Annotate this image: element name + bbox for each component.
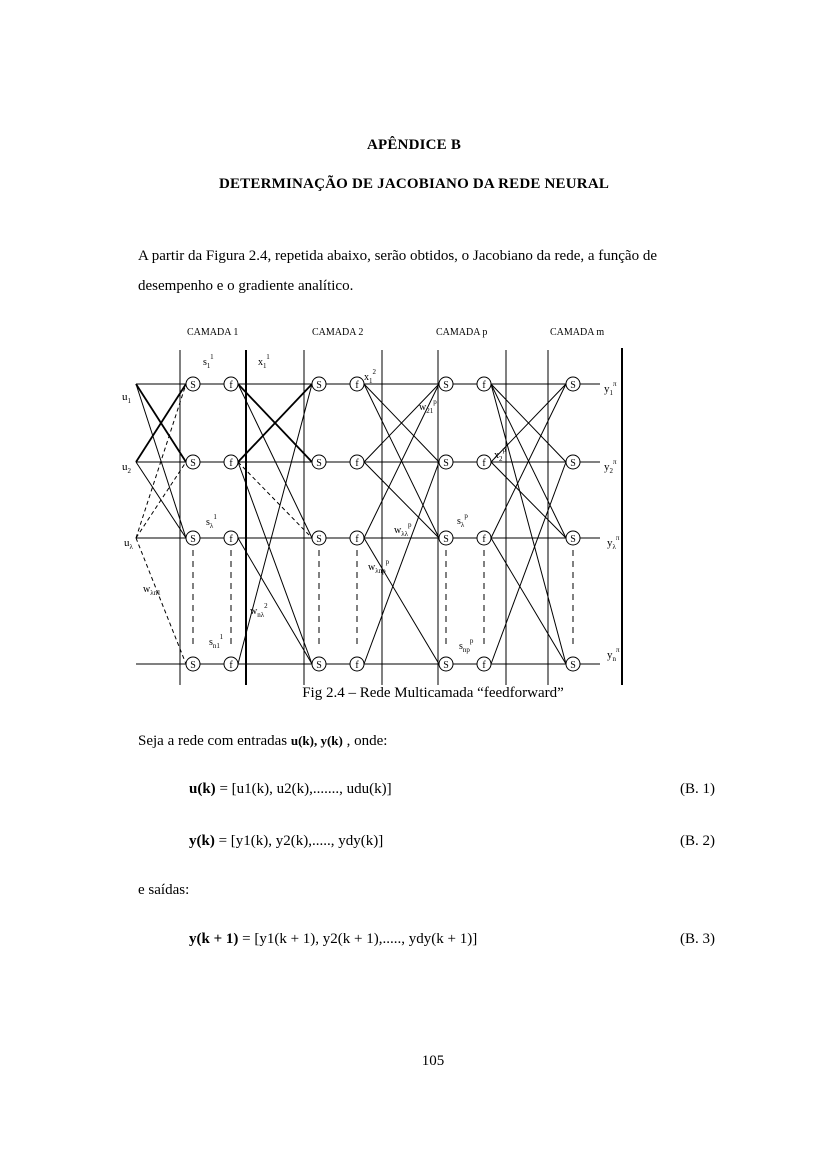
svg-text:S: S — [190, 534, 196, 545]
eq1-rhs: = [u1(k), u2(k),......., udu(k)] — [219, 781, 392, 797]
svg-text:S: S — [316, 458, 322, 469]
svg-text:S: S — [570, 660, 576, 671]
page-number: 105 — [421, 1053, 445, 1069]
svg-text:f: f — [482, 660, 486, 671]
svg-text:S: S — [190, 380, 196, 391]
intro-line-1: A partir da Figura 2.4, repetida abaixo, serão obtidos, o Jacobiano da rede, a função de — [138, 248, 657, 264]
eq3-lhs: y(k + 1) — [189, 931, 239, 947]
svg-text:f: f — [355, 534, 359, 545]
layer-label-m: CAMADA m — [550, 327, 605, 338]
layer-label-2: CAMADA 2 — [312, 327, 364, 338]
input-u1: $u_1$ — [122, 391, 131, 405]
svg-text:x11: $x_1^1$ — [258, 353, 270, 370]
appendix-title: APÊNDICE B — [366, 137, 462, 153]
svg-text:S: S — [443, 380, 449, 391]
svg-text:wλnpp: $w_{\lambda np}^p$ — [368, 558, 390, 575]
network-diagram — [0, 320, 828, 690]
network-text: Seja a rede com entradas — [138, 733, 288, 749]
svg-text:f: f — [355, 380, 359, 391]
eq1-lhs: u(k) — [189, 781, 216, 797]
network-text-end: , onde: — [346, 733, 388, 749]
eq2-lhs: y(k) — [189, 833, 215, 849]
svg-text:w21p: $w_{21}^p$ — [419, 398, 437, 415]
svg-text:sλ1: $s_\lambda^1$ — [206, 513, 217, 530]
equation-b2 — [189, 833, 383, 850]
svg-text:S: S — [443, 660, 449, 671]
svg-text:S: S — [316, 660, 322, 671]
layer-label-p: CAMADA p — [436, 327, 488, 338]
svg-text:S: S — [316, 534, 322, 545]
output-y1: $y_1^\pi$ — [604, 380, 617, 397]
eq3-rhs: = [y1(k + 1), y2(k + 1),....., ydy(k + 1)] — [242, 931, 478, 947]
svg-text:f: f — [229, 660, 233, 671]
eq1-number: (B. 1) — [680, 781, 715, 797]
svg-text:f: f — [355, 458, 359, 469]
output-y2: $y_2^\pi$ — [604, 458, 617, 475]
svg-text:f: f — [482, 534, 486, 545]
network-vars: u(k), y(k) — [290, 733, 343, 748]
outputs-text: e saídas: — [138, 882, 190, 898]
svg-text:f: f — [229, 458, 233, 469]
svg-text:x2p: $x_2^p$ — [494, 446, 506, 463]
input-u2: $u_2$ — [122, 461, 131, 475]
output-ylambda: $y_\lambda^\pi$ — [607, 534, 620, 551]
svg-text:wnλ2: $w_{n\lambda}^2$ — [250, 602, 268, 619]
svg-text:sn11: $s_{n1}^1$ — [209, 633, 224, 650]
intro-line-2: desempenho e o gradiente analítico. — [138, 278, 354, 294]
svg-text:f: f — [229, 534, 233, 545]
svg-text:S: S — [316, 380, 322, 391]
eq2-rhs: = [y1(k), y2(k),....., ydy(k)] — [218, 833, 384, 849]
eq3-number: (B. 3) — [680, 931, 715, 947]
layer-label-1: CAMADA 1 — [187, 327, 239, 338]
svg-text:wλλp: $w_{\lambda\lambda}^p$ — [394, 521, 412, 538]
figure-caption: Fig 2.4 – Rede Multicamada “feedforward” — [302, 685, 564, 701]
chapter-title: DETERMINAÇÃO DE JACOBIANO DA REDE NEURAL — [218, 176, 610, 192]
svg-text:S: S — [570, 380, 576, 391]
svg-text:f: f — [229, 380, 233, 391]
svg-text:s11: $s_1^1$ — [203, 353, 214, 370]
svg-text:f: f — [482, 380, 486, 391]
svg-text:snpp: $s_{np}^p$ — [459, 637, 474, 654]
equation-b3 — [189, 931, 477, 948]
svg-text:S: S — [570, 534, 576, 545]
eq2-number: (B. 2) — [680, 833, 715, 849]
equation-b1 — [189, 781, 392, 798]
svg-text:S: S — [443, 534, 449, 545]
svg-text:f: f — [482, 458, 486, 469]
intro-paragraph — [138, 241, 730, 301]
network-sentence — [138, 733, 387, 750]
svg-text:wλn1: $w_{\lambda n1}$ — [143, 584, 161, 597]
svg-text:S: S — [190, 660, 196, 671]
svg-text:sλp: $s_\lambda^p$ — [457, 512, 468, 529]
svg-text:x12: $x_1^2$ — [364, 368, 376, 385]
svg-text:f: f — [355, 660, 359, 671]
input-ulambda: $u_\lambda$ — [124, 537, 133, 551]
svg-text:S: S — [190, 458, 196, 469]
output-ynm: $y_n^\pi$ — [607, 646, 620, 663]
svg-text:S: S — [570, 458, 576, 469]
svg-text:S: S — [443, 458, 449, 469]
